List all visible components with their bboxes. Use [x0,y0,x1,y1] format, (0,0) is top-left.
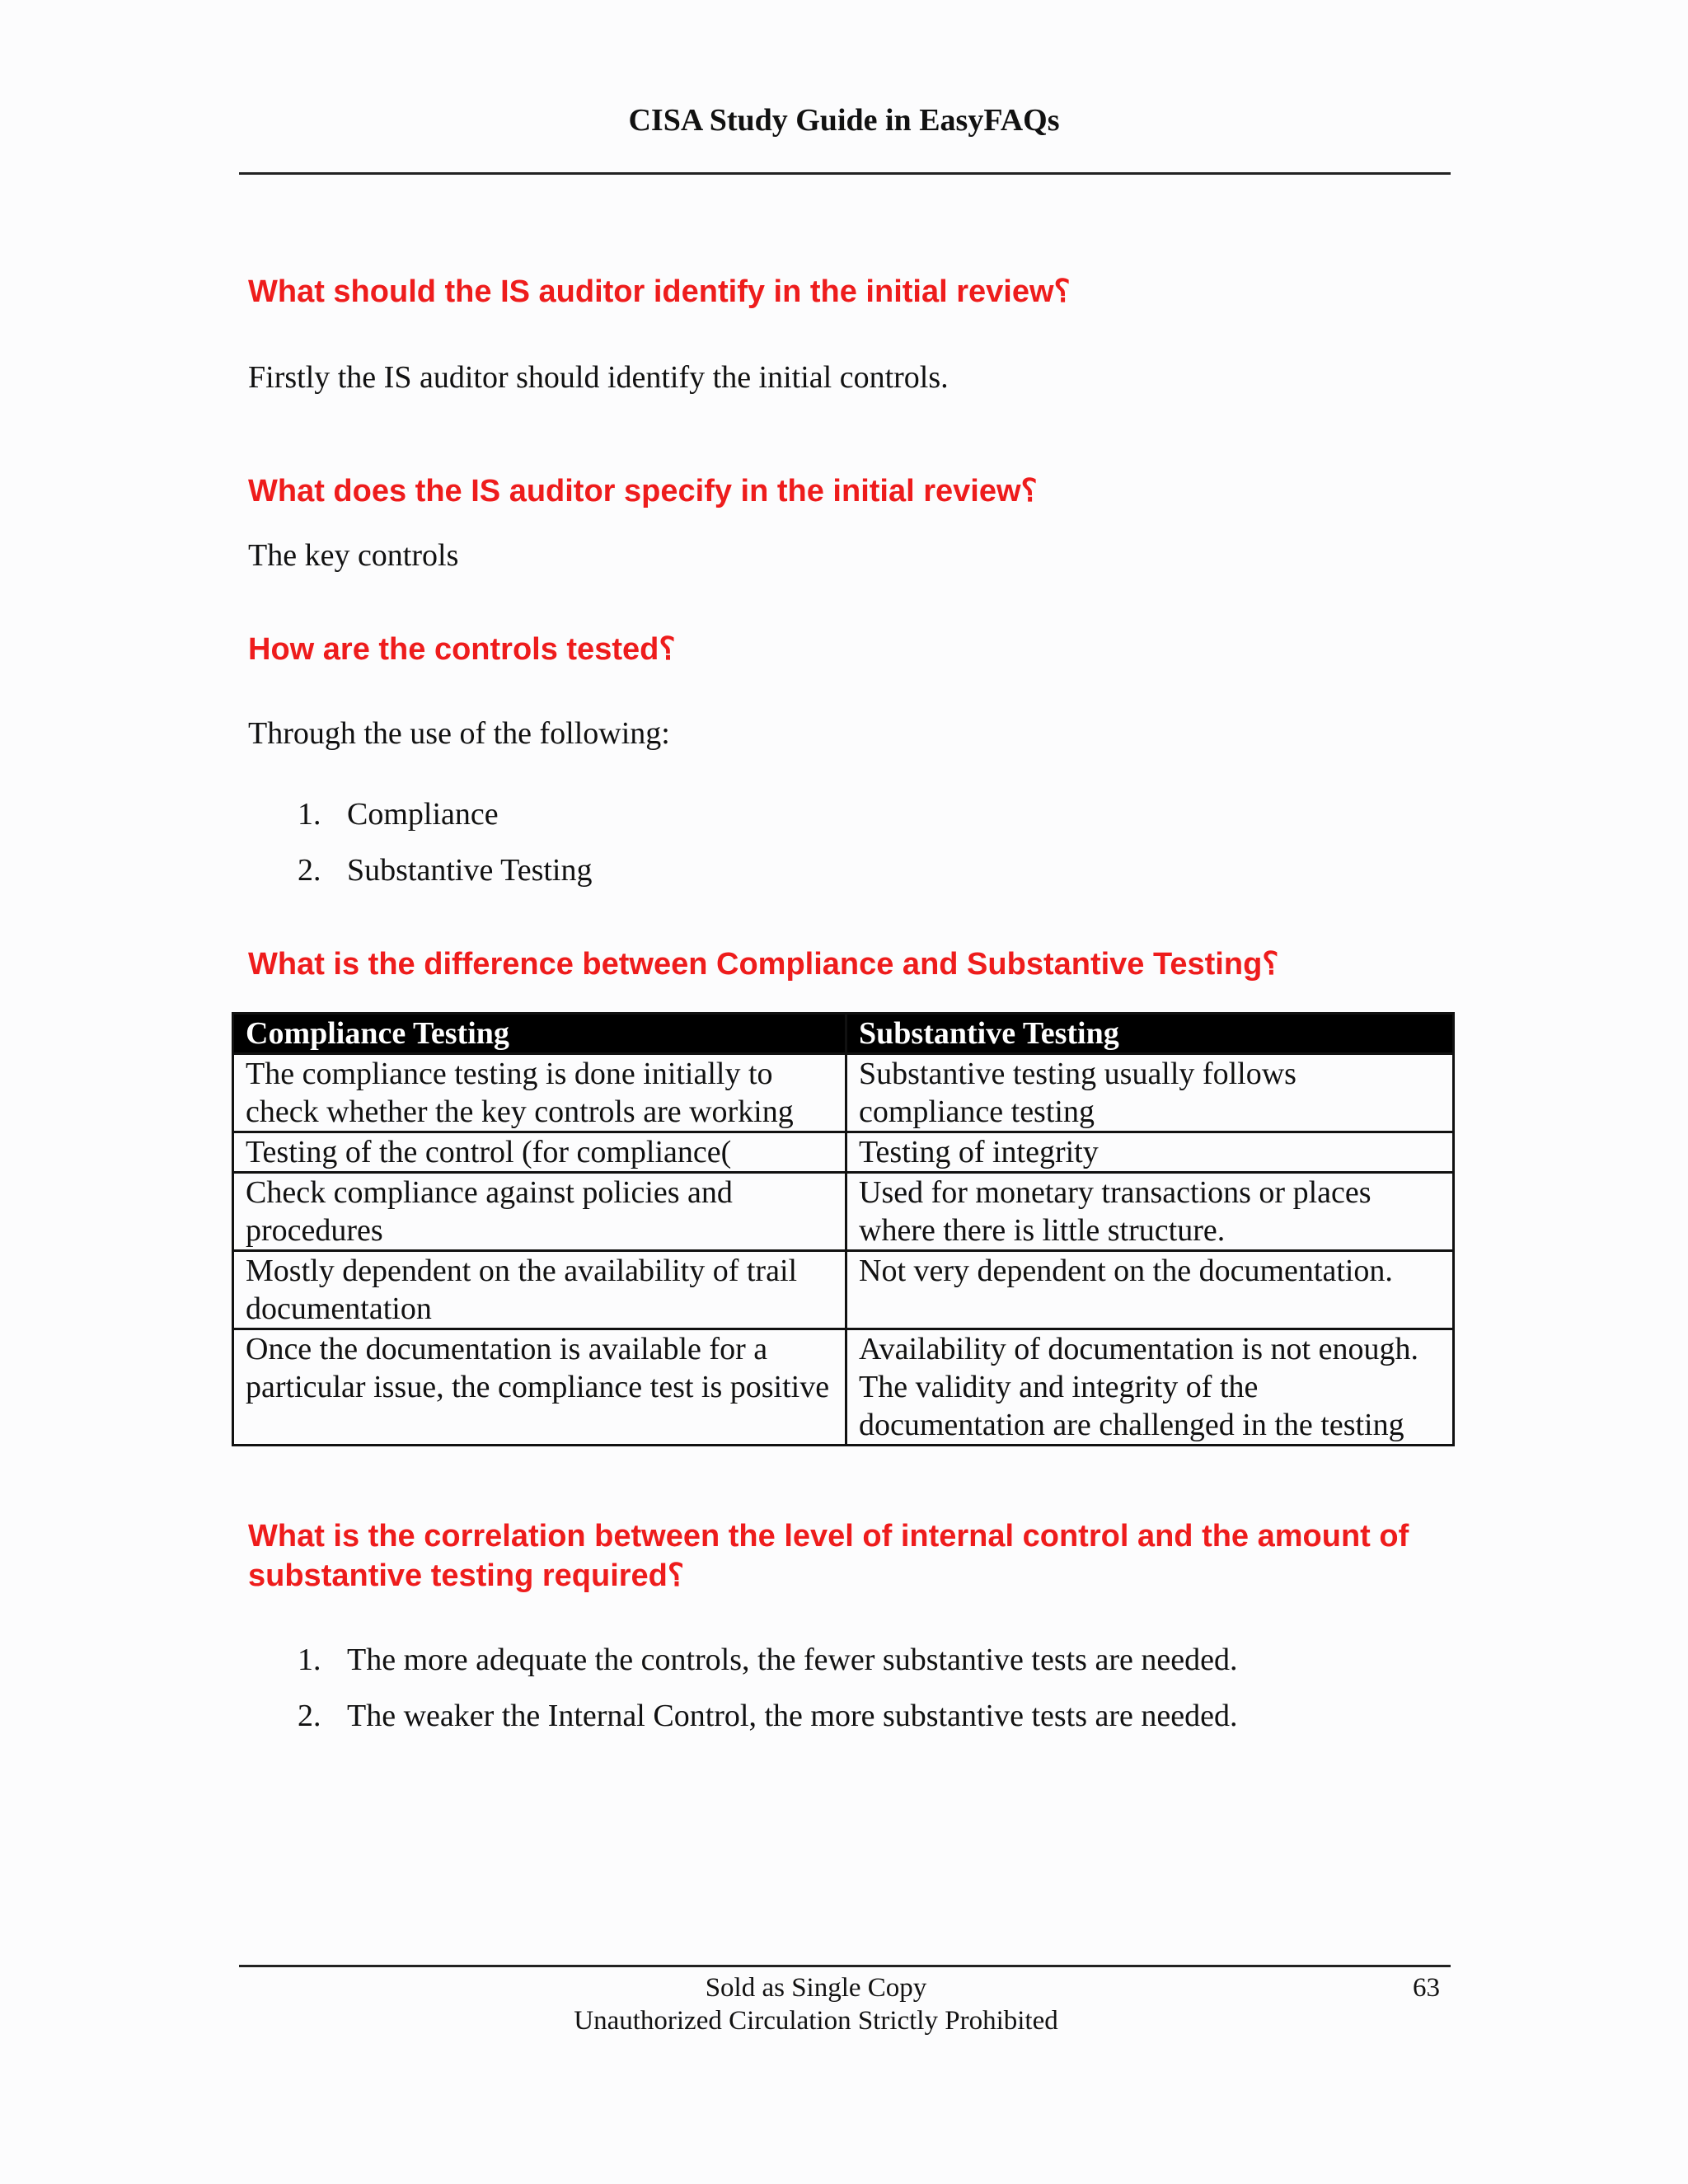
table-cell: Check compliance against policies and procedures [233,1173,846,1251]
table-row [233,1054,1454,1132]
answer-text: Through the use of the following: [248,716,670,751]
answer-text: Firstly the IS auditor should identify the initial controls. [248,360,949,395]
list-item-number: 2. [298,1699,321,1733]
list-item-number: 1. [298,1643,321,1677]
table-row [233,1329,1454,1446]
list-item-number: 1. [298,797,321,832]
page-number: 63 [1413,1973,1440,2003]
table-header-row [233,1014,1454,1054]
question-heading: What does the IS auditor specify in the initial review؟ [248,474,1038,509]
page-header-title: CISA Study Guide in EasyFAQs [628,103,1060,138]
answer-text: The key controls [248,538,459,573]
table-cell: Not very dependent on the documentation. [846,1251,1454,1329]
question-heading: What is the correlation between the level of internal control and the amount of substantive testing required؟ [248,1519,1409,1593]
list-item-number: 2. [298,853,321,888]
table-cell: Availability of documentation is not enough. The validity and integrity of the documentation are challenged in the testing [846,1329,1454,1446]
footer-line-circulation: Unauthorized Circulation Strictly Prohibited [574,2006,1058,2036]
list-item-text: Compliance [347,797,499,832]
list-item-text: Substantive Testing [347,853,593,888]
comparison-table [232,1012,1455,1446]
table-row [233,1132,1454,1173]
table-row [233,1251,1454,1329]
table-cell: Testing of integrity [846,1132,1454,1173]
table-cell: Substantive testing usually follows compliance testing [846,1054,1454,1132]
column-header-substantive: Substantive Testing [846,1014,1454,1054]
table-row [233,1173,1454,1251]
table-cell: Testing of the control (for compliance( [233,1132,846,1173]
list-item-text: The more adequate the controls, the fewer substantive tests are needed. [347,1643,1238,1677]
table-cell: Used for monetary transactions or places where there is little structure. [846,1173,1454,1251]
table-cell: The compliance testing is done initially to check whether the key controls are working [233,1054,846,1132]
footer-divider [239,1965,1451,1967]
question-heading: What is the difference between Compliance and Substantive Testing؟ [248,947,1279,982]
question-heading: How are the controls tested؟ [248,632,676,667]
footer-notice [0,1971,1632,2037]
list-item-text: The weaker the Internal Control, the more substantive tests are needed. [347,1699,1238,1733]
table-cell: Mostly dependent on the availability of trail documentation [233,1251,846,1329]
question-heading: What should the IS auditor identify in the initial review؟ [248,274,1071,309]
footer-line-sold: Sold as Single Copy [705,1973,927,2003]
column-header-compliance: Compliance Testing [233,1014,846,1054]
table-cell: Once the documentation is available for a particular issue, the compliance test is positive [233,1329,846,1446]
header-divider [239,172,1451,175]
